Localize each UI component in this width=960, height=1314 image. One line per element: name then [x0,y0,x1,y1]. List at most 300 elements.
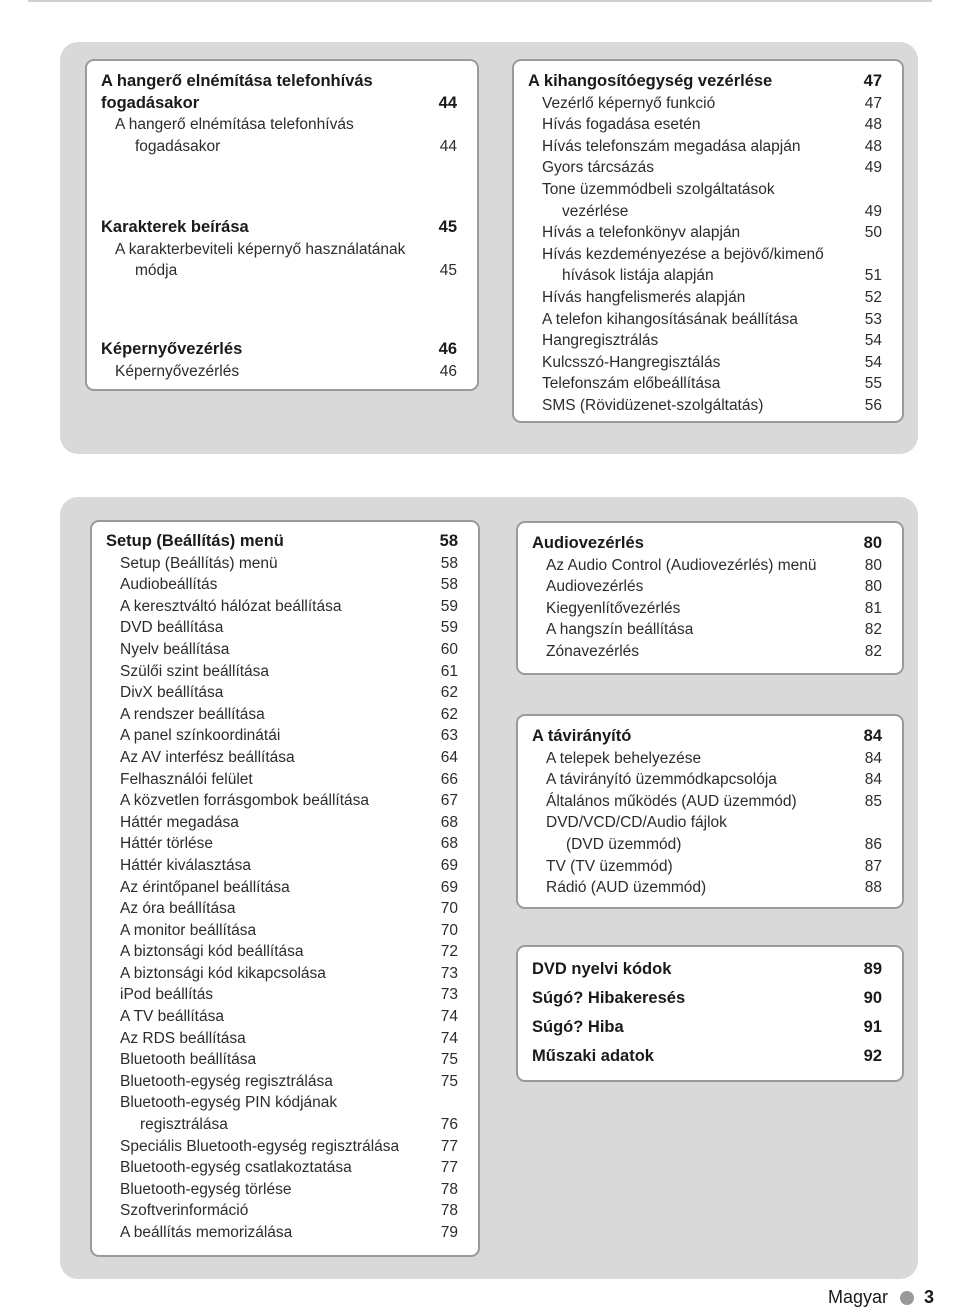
toc-entry[interactable] [106,855,458,877]
entry-page-number: 68 [440,813,458,831]
entry-title [528,222,882,244]
section-heading[interactable] [106,531,458,553]
section-heading[interactable] [532,984,882,1013]
entry-title: Súgó? Hiba [532,1018,624,1036]
entry-title [106,531,458,553]
entry-title [106,812,458,834]
toc-entry[interactable] [528,93,882,115]
entry-page-number: 46 [439,362,457,380]
entry-page-number: 78 [440,1202,458,1220]
entry-title-line: módja [135,262,178,280]
entry-title [532,533,882,555]
entry-title-line: Az AV interfész beállítása [120,748,295,766]
toc-entry[interactable] [106,877,458,899]
entry-title [101,361,457,383]
entry-page-number: 56 [864,396,882,414]
entry-title-line: Setup (Beállítás) menü [120,554,278,572]
toc-entry[interactable] [106,812,458,834]
toc-entry[interactable] [106,790,458,812]
entry-page-number: 67 [440,792,458,810]
entry-title-line: DVD/VCD/CD/Audio fájlok [546,814,727,832]
entry-page-number: 73 [440,964,458,982]
toc-entry[interactable] [106,617,458,639]
entry-title [528,395,882,417]
toc-band-bottom [60,497,918,1279]
entry-title-line: regisztrálása [140,1116,228,1134]
entry-title-line: Hívás a telefonkönyv alapján [542,224,741,242]
entry-title-line: hívások listája alapján [562,267,714,285]
entry-title-line: A biztonsági kód beállítása [120,943,304,961]
entry-page-number: 45 [438,218,457,236]
entry-page-number: 77 [440,1159,458,1177]
entry-title-line: DVD beállítása [120,619,224,637]
entry-page-number: 75 [440,1051,458,1069]
entry-page-number: 84 [863,727,882,745]
entry-page-number: 49 [864,159,882,177]
toc-entry[interactable] [106,725,458,747]
entry-title [106,553,458,575]
entry-title-line: iPod beállítás [120,986,214,1004]
entry-title [106,661,458,683]
entry-title-line: Vezérlő képernyő funkció [542,94,716,112]
section-heading[interactable] [101,339,457,361]
entry-title [532,791,882,813]
entry-page-number: 62 [440,705,458,723]
toc-entry[interactable] [528,157,882,179]
entry-title [532,748,882,770]
toc-entry[interactable] [532,791,882,813]
entry-title-line: A keresztváltó hálózat beállítása [120,597,342,615]
entry-title-line: A telepek behelyezése [546,749,702,767]
entry-title [528,287,882,309]
entry-title [106,725,458,747]
entry-title-line: Bluetooth-egység PIN kódjának [120,1094,338,1112]
toc-entry[interactable] [106,1049,458,1071]
entry-page-number: 84 [864,771,882,789]
entry-title-line: Képernyővezérlés [115,362,240,380]
entry-title [106,639,458,661]
toc-box-setup [90,520,480,1257]
toc-entry[interactable] [532,769,882,791]
toc-entry[interactable] [106,661,458,683]
toc-entry[interactable] [106,769,458,791]
entry-title [532,856,882,878]
toc-entry[interactable] [528,287,882,309]
entry-title-line: A beállítás memorizálása [120,1224,293,1241]
entry-page-number: 75 [440,1072,458,1090]
toc-box-handsfree [512,59,904,423]
entry-title [106,704,458,726]
entry-page-number: 72 [440,943,458,961]
section-heading[interactable] [532,955,882,984]
entry-title [528,157,882,179]
entry-title-line: Setup (Beállítás) menü [106,532,284,550]
entry-page-number: 87 [864,857,882,875]
entry-page-number: 54 [864,332,882,350]
entry-title [106,1049,458,1071]
toc-section [532,955,882,1071]
entry-title [106,920,458,942]
toc-entry[interactable] [101,239,457,282]
entry-title-line: A hangerő elnémítása telefonhívás [101,72,373,90]
entry-title-line: fogadásakor [135,137,221,155]
entry-page-number: 46 [438,340,457,358]
entry-title [106,855,458,877]
entry-title-line: (DVD üzemmód) [566,835,682,853]
entry-page-number: 63 [440,727,458,745]
entry-title-line: Hangregisztrálás [542,332,659,350]
entry-page-number: 70 [440,900,458,918]
entry-page-number: 53 [864,310,882,328]
toc-entry[interactable] [528,136,882,158]
toc-entry[interactable] [532,856,882,878]
toc-entry[interactable] [106,1179,458,1201]
entry-page-number: 91 [863,1018,882,1036]
entry-title-line: A rendszer beállítása [120,705,265,723]
entry-title [532,641,882,663]
language-label: Magyar [827,1287,888,1307]
entry-title [528,136,882,158]
entry-title [528,373,882,395]
toc-entry[interactable] [528,309,882,331]
entry-title [532,576,882,598]
entry-title [528,330,882,352]
entry-title-line: A TV beállítása [120,1008,224,1026]
entry-page-number: 64 [440,748,458,766]
toc-box-misc [516,945,904,1082]
entry-title [106,877,458,899]
entry-title [532,812,882,855]
entry-title [106,596,458,618]
entry-page-number: 86 [864,835,882,853]
entry-page-number: 47 [863,72,882,90]
entry-page-number: 90 [863,989,882,1007]
entry-page-number: 85 [864,792,882,810]
toc-entry[interactable] [528,114,882,136]
entry-title [106,1071,458,1093]
entry-title-line: fogadásakor [101,93,200,112]
entry-title-line: Zónavezérlés [546,642,640,660]
section-heading[interactable] [532,1042,882,1071]
entry-page-number: 50 [864,224,882,242]
entry-title-line: Bluetooth-egység csatlakoztatása [120,1159,352,1177]
entry-title-line: Szülői szint beállítása [120,662,270,680]
toc-entry[interactable] [532,598,882,620]
toc-entry[interactable] [106,1136,458,1158]
toc-entry[interactable] [532,641,882,663]
entry-title-line: Szoftverinformáció [120,1202,249,1220]
entry-title [101,114,457,157]
entry-page-number: 69 [440,856,458,874]
toc-entry[interactable] [106,984,458,1006]
toc-entry[interactable] [101,114,457,157]
toc-entry[interactable] [106,898,458,920]
entry-title [106,963,458,985]
entry-title [528,179,882,222]
toc-section [106,531,458,1244]
toc-section [532,726,882,899]
entry-page-number: 88 [864,879,882,897]
entry-page-number: 61 [440,662,458,680]
section-heading[interactable] [532,1013,882,1042]
entry-title [106,1157,458,1179]
entry-title [528,352,882,374]
entry-title [106,941,458,963]
toc-entry[interactable] [528,395,882,417]
toc-entry[interactable] [528,330,882,352]
entry-title-line: Gyors tárcsázás [542,159,654,177]
toc-entry[interactable] [106,574,458,596]
toc-entry[interactable] [528,244,882,287]
entry-title-line: Karakterek beírása [101,218,249,236]
entry-title-line: A távirányító [532,727,632,745]
entry-title-line: A hangszín beállítása [546,621,694,639]
section-heading[interactable] [528,71,882,93]
toc-entry[interactable] [528,222,882,244]
toc-entry[interactable] [106,704,458,726]
entry-page-number: 69 [440,878,458,896]
entry-page-number: 60 [440,640,458,658]
entry-title-line: Az óra beállítása [120,900,236,918]
toc-section [101,339,457,382]
entry-title-line: Az RDS beállítása [120,1029,246,1047]
entry-title [106,833,458,855]
entry-page-number: 80 [864,556,882,574]
entry-title-line: A hangerő elnémítása telefonhívás [115,116,354,134]
entry-title [106,790,458,812]
toc-entry[interactable] [106,1092,458,1135]
page-footer [828,1287,934,1308]
entry-title: Súgó? Hibakeresés [532,989,686,1007]
entry-page-number: 48 [864,116,882,134]
entry-title-line: Általános működés (AUD üzemmód) [546,792,797,810]
page-number: 3 [923,1287,934,1307]
entry-title-line: Rádió (AUD üzemmód) [546,879,707,897]
entry-page-number: 45 [439,262,457,280]
entry-title-line: DivX beállítása [120,684,224,702]
entry-title-line: Az érintőpanel beállítása [120,878,290,896]
entry-page-number: 79 [440,1224,458,1241]
entry-page-number: 44 [438,93,457,112]
entry-title [106,1136,458,1158]
entry-page-number: 58 [440,554,458,572]
entry-page-number: 81 [864,599,882,617]
entry-page-number: 49 [864,202,882,220]
entry-title [106,1222,458,1244]
entry-page-number: 66 [440,770,458,788]
entry-page-number: 84 [864,749,882,767]
entry-title [101,239,457,282]
toc-entry[interactable] [106,553,458,575]
entry-title-line: Tone üzemmódbeli szolgáltatások [542,180,775,198]
entry-title [101,71,457,114]
toc-entry[interactable] [532,748,882,770]
entry-title-line: Hívás telefonszám megadása alapján [542,137,801,155]
entry-title-line: A panel színkoordinátái [120,727,281,745]
toc-entry[interactable] [106,639,458,661]
entry-title [101,217,457,239]
entry-title [532,877,882,899]
entry-title-line: Audiovezérlés [546,578,644,596]
entry-title [528,244,882,287]
entry-title [106,1200,458,1222]
entry-page-number: 80 [863,534,882,552]
entry-page-number: 48 [864,137,882,155]
toc-entry[interactable] [528,352,882,374]
entry-title [106,574,458,596]
entry-title-line: Háttér törlése [120,835,214,853]
toc-box-audio [516,521,904,675]
entry-title [106,617,458,639]
entry-title-line: A távirányító üzemmódkapcsolója [546,771,777,789]
toc-entry[interactable] [528,179,882,222]
entry-title-line: Speciális Bluetooth-egység regisztrálása [120,1137,400,1155]
entry-title-line: A telefon kihangosításának beállítása [542,310,798,328]
entry-title [101,339,457,361]
entry-title [106,1179,458,1201]
entry-title-line: Háttér kiválasztása [120,856,251,874]
entry-title [532,769,882,791]
entry-title [532,598,882,620]
toc-entry[interactable] [532,576,882,598]
entry-title [532,619,882,641]
toc-band-top [60,42,918,454]
entry-title-line: A karakterbeviteli képernyő használatának [115,240,406,258]
page-dot-icon [900,1291,914,1305]
entry-page-number: 58 [439,532,458,550]
entry-title [106,682,458,704]
section-heading[interactable] [532,726,882,748]
entry-title-line: A közvetlen forrásgombok beállítása [120,792,369,810]
entry-title-line: Telefonszám előbeállítása [542,375,721,393]
toc-entry[interactable] [106,1157,458,1179]
toc-entry[interactable] [532,619,882,641]
entry-title-line: A kihangosítóegység vezérlése [528,72,773,90]
entry-page-number: 92 [863,1047,882,1065]
toc-entry[interactable] [106,682,458,704]
entry-page-number: 80 [864,578,882,596]
entry-title [528,93,882,115]
toc-entry[interactable] [106,1006,458,1028]
toc-section [101,217,457,282]
entry-page-number: 68 [440,835,458,853]
toc-entry[interactable] [106,941,458,963]
toc-box-sound-screen [85,59,479,391]
entry-page-number: 51 [864,267,882,285]
entry-title-line: Felhasználói felület [120,770,253,788]
entry-page-number: 54 [864,353,882,371]
entry-title-line: Kulcsszó-Hangregisztálás [542,353,721,371]
entry-page-number: 58 [440,576,458,594]
entry-title [528,71,882,93]
entry-title-line: Audiovezérlés [532,534,644,552]
entry-title-line: Kiegyenlítővezérlés [546,599,681,617]
entry-page-number: 44 [439,137,457,155]
entry-title-line: Bluetooth-egység regisztrálása [120,1072,333,1090]
toc-section [528,71,882,417]
entry-title [106,747,458,769]
entry-page-number: 78 [440,1180,458,1198]
entry-title [532,726,882,748]
entry-title-line: Képernyővezérlés [101,340,243,358]
toc-entry[interactable] [101,361,457,383]
entry-page-number: 74 [440,1008,458,1026]
entry-page-number: 89 [863,960,882,978]
entry-title-line: SMS (Rövidüzenet-szolgáltatás) [542,396,764,414]
toc-entry[interactable] [106,596,458,618]
entry-page-number: 59 [440,597,458,615]
entry-title-line: vezérlése [562,202,629,220]
toc-entry[interactable] [106,833,458,855]
entry-title: Műszaki adatok [532,1047,654,1065]
section-heading[interactable] [101,217,457,239]
entry-title: DVD nyelvi kódok [532,960,672,978]
toc-entry[interactable] [106,1028,458,1050]
entry-title [532,555,882,577]
entry-title-line: TV (TV üzemmód) [546,857,673,875]
entry-page-number: 55 [864,375,882,393]
toc-entry[interactable] [106,1071,458,1093]
entry-page-number: 76 [440,1116,458,1134]
entry-title [528,114,882,136]
entry-page-number: 62 [440,684,458,702]
toc-section [532,533,882,663]
entry-page-number: 82 [864,642,882,660]
toc-entry[interactable] [106,747,458,769]
toc-entry[interactable] [532,812,882,855]
entry-title [106,1028,458,1050]
entry-title-line: Nyelv beállítása [120,640,230,658]
toc-entry[interactable] [106,1200,458,1222]
entry-title [106,984,458,1006]
entry-page-number: 77 [440,1137,458,1155]
toc-entry[interactable] [532,877,882,899]
toc-entry[interactable] [532,555,882,577]
entry-page-number: 73 [440,986,458,1004]
entry-title-line: Hívás kezdeményezése a bejövő/kimenő [542,245,824,263]
entry-title-line: A biztonsági kód kikapcsolása [120,964,326,982]
section-heading[interactable] [532,533,882,555]
toc-entry[interactable] [528,373,882,395]
top-rule [28,0,932,2]
entry-title-line: Bluetooth-egység törlése [120,1180,292,1198]
entry-title-line: Hívás fogadása esetén [542,116,701,134]
toc-entry[interactable] [106,1222,458,1244]
entry-title-line: Háttér megadása [120,813,239,831]
entry-page-number: 70 [440,921,458,939]
entry-page-number: 47 [864,94,882,112]
entry-title-line: Az Audio Control (Audiovezérlés) menü [546,556,817,574]
entry-page-number: 82 [864,621,882,639]
toc-entry[interactable] [106,963,458,985]
entry-title [106,1092,458,1135]
entry-title-line: Audiobeállítás [120,576,218,594]
entry-title [106,898,458,920]
section-heading[interactable] [101,71,457,114]
entry-page-number: 52 [864,288,882,306]
toc-entry[interactable] [106,920,458,942]
toc-section [101,71,457,157]
entry-page-number: 59 [440,619,458,637]
entry-title-line: Bluetooth beállítása [120,1051,257,1069]
toc-box-remote [516,714,904,909]
entry-title-line: Hívás hangfelismerés alapján [542,288,746,306]
entry-title [106,769,458,791]
entry-title [528,309,882,331]
entry-title-line: A monitor beállítása [120,921,257,939]
entry-title [106,1006,458,1028]
entry-page-number: 74 [440,1029,458,1047]
